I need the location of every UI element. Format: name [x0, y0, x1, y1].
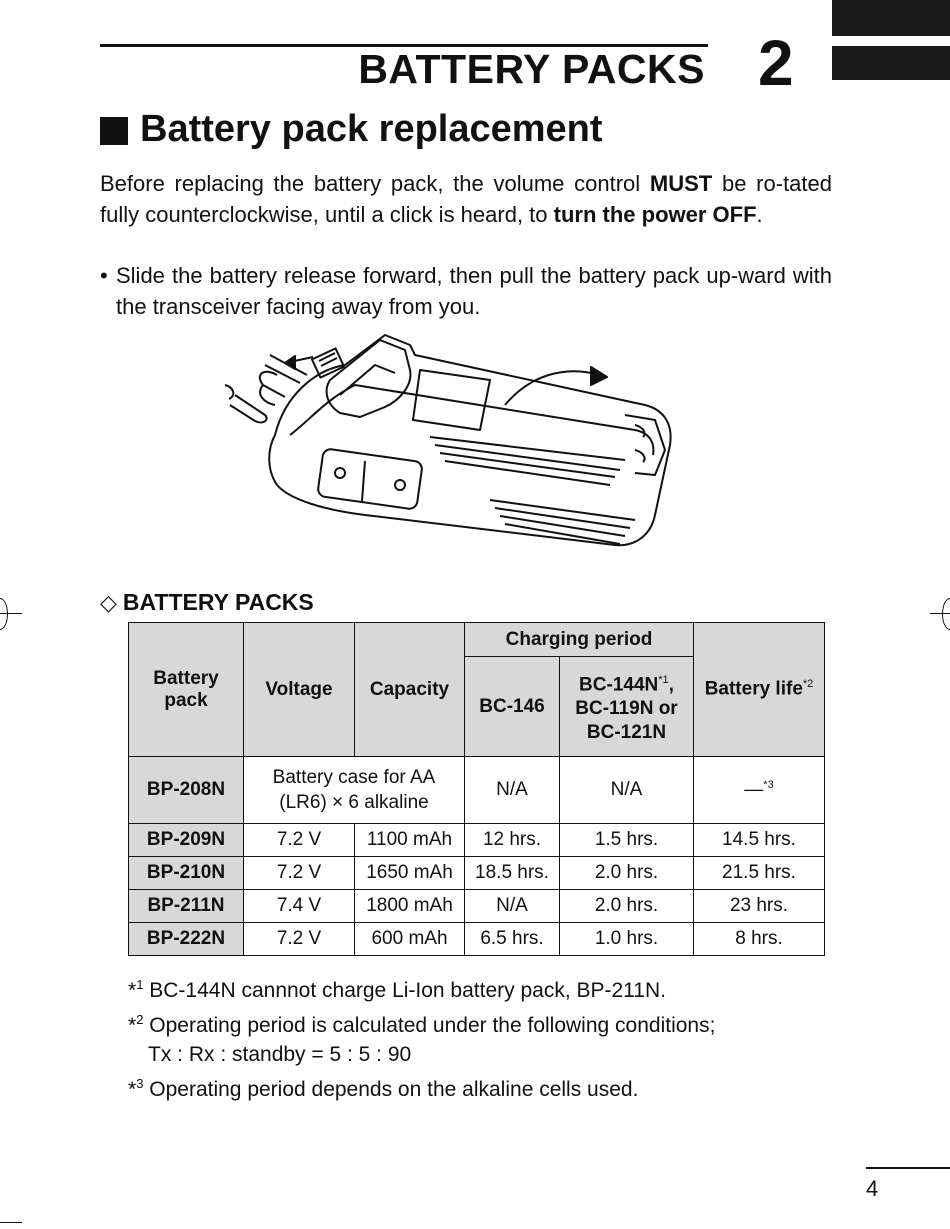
- intro-must: MUST: [649, 171, 713, 196]
- life-value: —$^{*3}$: [694, 757, 825, 824]
- footnote-1: *$^1$ BC-144N cannnot charge Li-Ion battery pack, BP-211N.: [128, 977, 666, 1002]
- section-heading: [100, 108, 603, 151]
- life-value: 23 hrs.: [694, 890, 825, 923]
- registration-mark-left-circle: [0, 598, 8, 630]
- pack-name: BP-210N: [129, 857, 244, 890]
- crop-mark-bottom-left: [0, 1222, 22, 1223]
- header-bc144n: $BC-144N^{*1}$, BC-119N or BC-121N: [560, 657, 694, 757]
- header-battery-life: Battery life$^{*2}$: [694, 623, 825, 757]
- chapter-title: BATTERY PACKS: [358, 46, 705, 92]
- footnotes: [128, 970, 715, 1104]
- bc146-value: 6.5 hrs.: [465, 923, 560, 956]
- page-number: 4: [866, 1176, 879, 1201]
- table-row: [129, 824, 825, 857]
- intro-text-3: .: [756, 202, 763, 227]
- table-row: [129, 923, 825, 956]
- voltage-value: 7.4 V: [244, 890, 355, 923]
- capacity-value: 1100 mAh: [355, 824, 465, 857]
- merged-cell: Battery case for AA (LR6) × 6 alkaline: [244, 757, 465, 824]
- battery-packs-title: BATTERY PACKS: [122, 589, 314, 615]
- life-value: 21.5 hrs.: [694, 857, 825, 890]
- black-square-icon: [100, 117, 128, 145]
- diamond-icon: ◇: [100, 589, 117, 615]
- page-footer-rule: [866, 1167, 950, 1169]
- section-title: Battery pack replacement: [140, 108, 603, 150]
- bc144-value: 2.0 hrs.: [560, 857, 694, 890]
- chapter-thumb-tab-lower: [832, 46, 950, 80]
- bc144-value: N/A: [560, 757, 694, 824]
- bc146-value: 12 hrs.: [465, 824, 560, 857]
- bc144-value: 1.5 hrs.: [560, 824, 694, 857]
- battery-removal-illustration: [215, 325, 685, 565]
- bullet-text: Slide the battery release forward, then pull the battery pack up-ward with the transceiver facing away from you.: [116, 263, 832, 319]
- footnote-2-conditions: Tx : Rx : standby = 5 : 5 : 90: [148, 1043, 412, 1066]
- intro-text-2: be ro-tated fully counterclockwise, until a click is heard, to: [100, 171, 833, 227]
- header-voltage: Voltage: [244, 623, 355, 757]
- registration-mark-right-circle: [942, 598, 950, 630]
- battery-packs-heading: [100, 589, 314, 616]
- capacity-value: 1800 mAh: [355, 890, 465, 923]
- voltage-value: 7.2 V: [244, 923, 355, 956]
- table-row: [129, 890, 825, 923]
- intro-paragraph: [100, 168, 832, 230]
- bc144-value: 1.0 hrs.: [560, 923, 694, 956]
- voltage-value: 7.2 V: [244, 824, 355, 857]
- table-row: [129, 857, 825, 890]
- pack-name: BP-222N: [129, 923, 244, 956]
- pack-name: BP-211N: [129, 890, 244, 923]
- footnote-3: *$^3$ Operating period depends on the alkaline cells used.: [128, 1076, 639, 1101]
- pack-name: BP-208N: [129, 757, 244, 824]
- bc146-value: 18.5 hrs.: [465, 857, 560, 890]
- chapter-thumb-tab-upper: [832, 0, 950, 36]
- bullet-marker: •: [100, 263, 108, 288]
- pack-name: BP-209N: [129, 824, 244, 857]
- footnote-2: *$^2$ Operating period is calculated under the following conditions;: [128, 1012, 716, 1037]
- chapter-number: 2: [758, 27, 794, 99]
- capacity-value: 1650 mAh: [355, 857, 465, 890]
- bullet-item: [100, 260, 832, 322]
- intro-text-1: Before replacing the battery pack, the volume control: [100, 171, 650, 196]
- header-capacity: Capacity: [355, 623, 465, 757]
- table-row: [129, 757, 825, 824]
- header-battery-pack: Battery pack: [129, 623, 244, 757]
- intro-power-off: turn the power OFF: [553, 202, 757, 227]
- voltage-value: 7.2 V: [244, 857, 355, 890]
- capacity-value: 600 mAh: [355, 923, 465, 956]
- bc146-value: N/A: [465, 890, 560, 923]
- life-value: 8 hrs.: [694, 923, 825, 956]
- bc144-value: 2.0 hrs.: [560, 890, 694, 923]
- header-bc146: BC-146: [465, 657, 560, 757]
- life-value: 14.5 hrs.: [694, 824, 825, 857]
- header-charging-period: Charging period: [465, 623, 694, 657]
- battery-pack-table: [128, 622, 825, 956]
- bc146-value: N/A: [465, 757, 560, 824]
